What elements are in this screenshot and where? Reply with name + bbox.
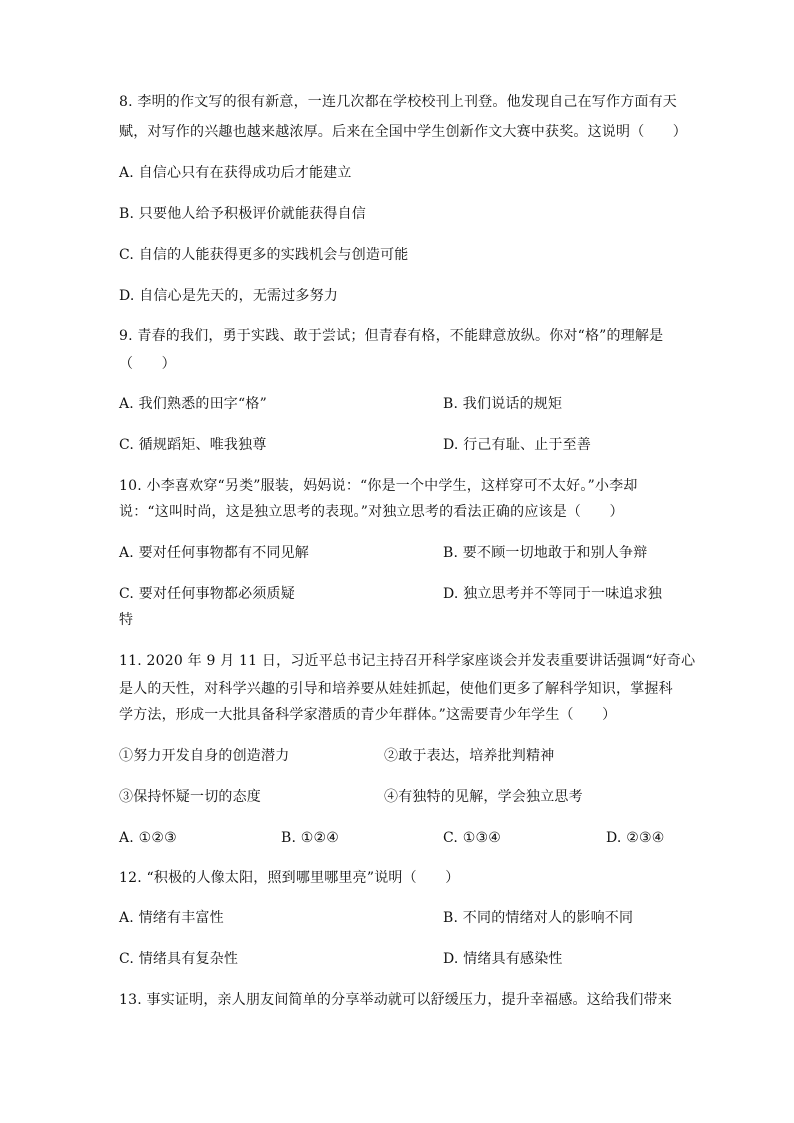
q8-option-b: B. 只要他人给予积极评价就能获得自信 (119, 206, 366, 222)
q11-item-2: ②敢于表达，培养批判精神 (384, 748, 555, 764)
q8-option-d: D. 自信心是先天的，无需过多努力 (119, 288, 339, 304)
q11-option-c: C. ①③④ (443, 830, 501, 846)
q10-stem-line-2: 说：“这叫时尚，这是独立思考的表现。”对独立思考的看法正确的应该是（ ） (119, 504, 624, 520)
q8-option-c: C. 自信的人能获得更多的实践机会与创造可能 (119, 247, 409, 263)
q9-stem-line-1: 9. 青春的我们，勇于实践、敢于尝试；但青春有格，不能肆意放纵。你对“格”的理解是 (119, 328, 664, 344)
q11-stem-line-2: 是人的天性，对科学兴趣的引导和培养要从娃娃抓起，使他们更多了解科学知识，掌握科 (119, 681, 673, 697)
q10-option-d-wrap: 特 (119, 612, 134, 628)
q10-option-b: B. 要不顾一切地敢于和别人争辩 (443, 545, 648, 561)
q12-option-b: B. 不同的情绪对人的影响不同 (443, 910, 634, 926)
q9-option-c: C. 循规蹈矩、唯我独尊 (119, 437, 267, 453)
q9-option-a: A. 我们熟悉的田字“格” (119, 396, 267, 412)
q8-option-a: A. 自信心只有在获得成功后才能建立 (119, 165, 352, 181)
q11-item-1: ①努力开发自身的创造潜力 (119, 748, 290, 764)
q12-option-d: D. 情绪具有感染性 (443, 951, 563, 967)
q12-option-c: C. 情绪具有复杂性 (119, 951, 239, 967)
q11-item-4: ④有独特的见解，学会独立思考 (384, 789, 583, 805)
q13-stem-line-1: 13. 事实证明，亲人朋友间简单的分享举动就可以舒缓压力，提升幸福感。这给我们带来 (119, 992, 672, 1008)
q10-stem-line-1: 10. 小李喜欢穿“另类”服装，妈妈说：“你是一个中学生，这样穿可不太好。”小李却 (119, 478, 638, 494)
q10-option-d: D. 独立思考并不等同于一味追求独 (443, 586, 663, 602)
q11-option-a: A. ①②③ (119, 830, 177, 846)
q10-option-a: A. 要对任何事物都有不同见解 (119, 545, 310, 561)
q11-stem-line-3: 学方法，形成一大批具备科学家潜质的青少年群体。”这需要青少年学生（ ） (119, 707, 617, 723)
q10-option-c: C. 要对任何事物都必须质疑 (119, 586, 295, 602)
q12-stem-line-1: 12. “积极的人像太阳，照到哪里哪里亮”说明（ ） (119, 870, 460, 886)
q9-option-b: B. 我们说话的规矩 (443, 396, 563, 412)
q12-option-a: A. 情绪有丰富性 (119, 910, 224, 926)
q9-option-d: D. 行己有耻、止于至善 (443, 437, 592, 453)
q8-stem-line-1: 8. 李明的作文写的很有新意，一连几次都在学校校刊上刊登。他发现自己在写作方面有天 (119, 94, 678, 110)
q11-option-b: B. ①②④ (281, 830, 340, 846)
q11-stem-line-1: 11. 2020 年 9 月 11 日，习近平总书记主持召开科学家座谈会并发表重要讲话强调“好奇心 (119, 653, 696, 669)
q11-item-3: ③保持怀疑一切的态度 (119, 789, 261, 805)
q11-option-d: D. ②③④ (606, 830, 665, 846)
q8-stem-line-2: 赋，对写作的兴趣也越来越浓厚。后来在全国中学生创新作文大赛中获奖。这说明（ ） (119, 124, 687, 140)
q9-stem-line-2: （ ） (119, 356, 176, 372)
